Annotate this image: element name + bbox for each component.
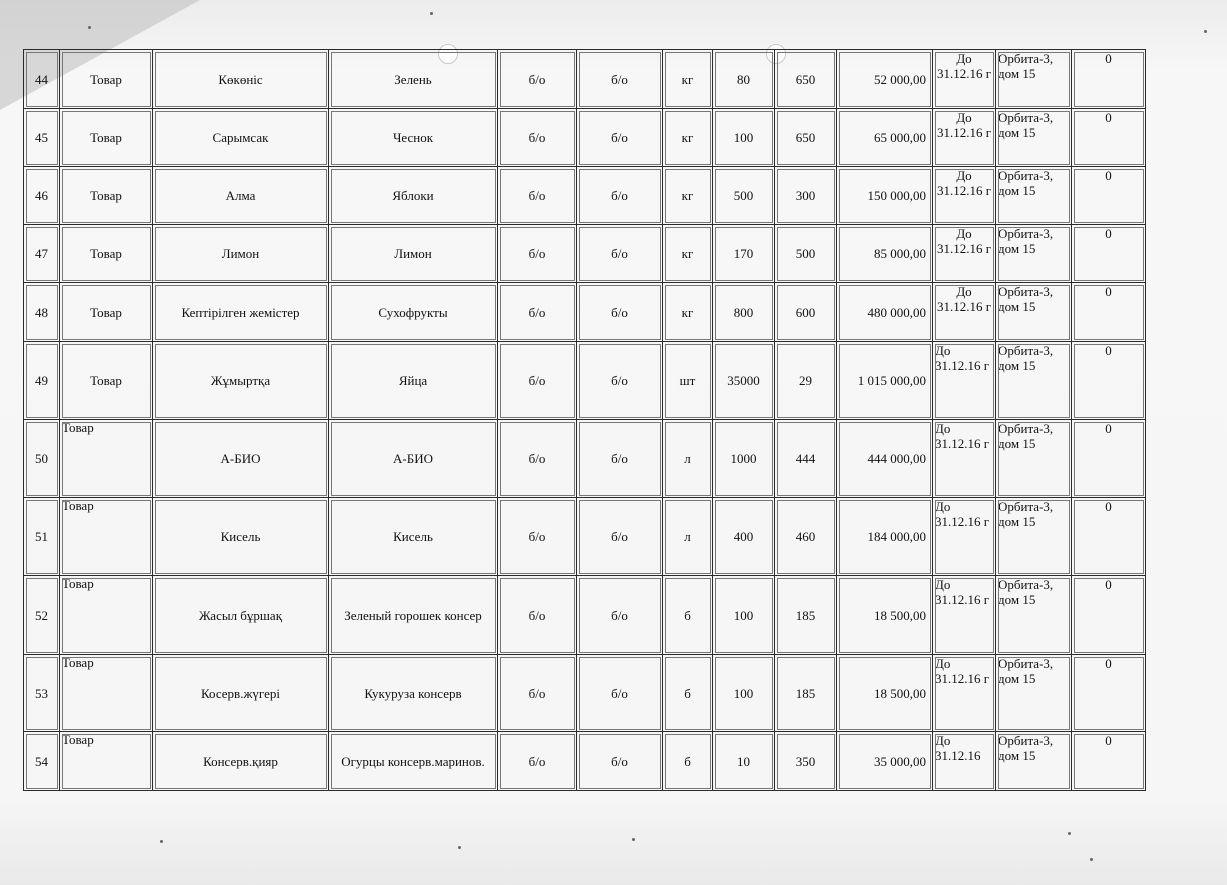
unit: б [663,655,713,732]
price: 650 [775,109,837,167]
delivery-date: До 31.12.16 г [933,167,996,225]
delivery-address: Орбита-3, дом 15 [996,167,1072,225]
item-spec-2: б/о [577,50,663,109]
delivery-address: Орбита-3, дом 15 [996,225,1072,283]
table-row [24,420,1146,498]
quantity: 800 [713,283,775,342]
unit: б [663,576,713,655]
price: 300 [775,167,837,225]
unit: кг [663,50,713,109]
total-sum: 18 500,00 [837,576,933,655]
delivery-date: До 31.12.16 г [933,420,996,498]
delivery-date: До 31.12.16 г [933,655,996,732]
total-sum: 35 000,00 [837,732,933,791]
delivery-address: Орбита-3, дом 15 [996,732,1072,791]
total-sum: 444 000,00 [837,420,933,498]
item-type: Товар [60,655,153,732]
remainder: 0 [1072,655,1146,732]
remainder: 0 [1072,420,1146,498]
price: 444 [775,420,837,498]
item-name-kz: Көкөніс [153,50,329,109]
delivery-address: Орбита-3, дом 15 [996,50,1072,109]
price: 600 [775,283,837,342]
scan-speck [88,26,91,29]
total-sum: 150 000,00 [837,167,933,225]
item-name-kz: Алма [153,167,329,225]
row-number: 44 [24,50,60,109]
item-spec-2: б/о [577,342,663,420]
goods-table [23,49,1146,791]
remainder: 0 [1072,576,1146,655]
item-spec-2: б/о [577,420,663,498]
table-row [24,498,1146,576]
table-row [24,655,1146,732]
item-type: Товар [60,167,153,225]
delivery-address: Орбита-3, дом 15 [996,109,1072,167]
delivery-address: Орбита-3, дом 15 [996,576,1072,655]
row-number: 48 [24,283,60,342]
total-sum: 85 000,00 [837,225,933,283]
quantity: 400 [713,498,775,576]
quantity: 100 [713,576,775,655]
remainder: 0 [1072,225,1146,283]
delivery-date: До 31.12.16 г [933,498,996,576]
remainder: 0 [1072,167,1146,225]
delivery-address: Орбита-3, дом 15 [996,420,1072,498]
quantity: 500 [713,167,775,225]
delivery-date: До 31.12.16 [933,732,996,791]
item-spec-2: б/о [577,576,663,655]
unit: шт [663,342,713,420]
total-sum: 65 000,00 [837,109,933,167]
item-name-kz: А-БИО [153,420,329,498]
table-body [24,50,1146,791]
item-spec: б/о [498,283,577,342]
remainder: 0 [1072,732,1146,791]
item-name-ru: Сухофрукты [329,283,498,342]
scan-speck [430,12,433,15]
item-name-ru: Яйца [329,342,498,420]
row-number: 47 [24,225,60,283]
total-sum: 480 000,00 [837,283,933,342]
item-name-kz: Жұмыртқа [153,342,329,420]
quantity: 100 [713,655,775,732]
row-number: 45 [24,109,60,167]
delivery-date: До 31.12.16 г [933,225,996,283]
item-spec-2: б/о [577,167,663,225]
row-number: 49 [24,342,60,420]
item-name-ru: Кукуруза консерв [329,655,498,732]
delivery-address: Орбита-3, дом 15 [996,655,1072,732]
item-spec: б/о [498,732,577,791]
unit: л [663,498,713,576]
price: 350 [775,732,837,791]
scan-speck [458,846,461,849]
item-name-kz: Лимон [153,225,329,283]
delivery-date: До 31.12.16 г [933,50,996,109]
row-number: 50 [24,420,60,498]
item-spec: б/о [498,109,577,167]
item-spec: б/о [498,167,577,225]
item-spec: б/о [498,655,577,732]
delivery-address: Орбита-3, дом 15 [996,283,1072,342]
quantity: 80 [713,50,775,109]
price: 460 [775,498,837,576]
item-name-kz: Кептірілген жемістер [153,283,329,342]
item-name-ru: Кисель [329,498,498,576]
delivery-date: До 31.12.16 г [933,576,996,655]
total-sum: 184 000,00 [837,498,933,576]
item-name-ru: Зеленый горошек консер [329,576,498,655]
item-spec-2: б/о [577,498,663,576]
table-row [24,342,1146,420]
unit: б [663,732,713,791]
item-name-ru: Зелень [329,50,498,109]
quantity: 170 [713,225,775,283]
price: 29 [775,342,837,420]
item-spec: б/о [498,420,577,498]
unit: кг [663,167,713,225]
item-spec-2: б/о [577,732,663,791]
delivery-date: До 31.12.16 г [933,109,996,167]
delivery-address: Орбита-3, дом 15 [996,498,1072,576]
delivery-date: До 31.12.16 г [933,342,996,420]
item-type: Товар [60,732,153,791]
row-number: 53 [24,655,60,732]
quantity: 100 [713,109,775,167]
quantity: 10 [713,732,775,791]
item-type: Товар [60,576,153,655]
unit: кг [663,225,713,283]
quantity: 35000 [713,342,775,420]
scan-speck [160,840,163,843]
scan-speck [1204,30,1207,33]
item-name-ru: Чеснок [329,109,498,167]
price: 650 [775,50,837,109]
item-spec-2: б/о [577,225,663,283]
item-spec-2: б/о [577,655,663,732]
item-spec: б/о [498,576,577,655]
table-row [24,576,1146,655]
item-name-ru: А-БИО [329,420,498,498]
price: 500 [775,225,837,283]
item-spec: б/о [498,498,577,576]
item-name-kz: Консерв.қияр [153,732,329,791]
row-number: 54 [24,732,60,791]
scan-speck [632,838,635,841]
delivery-address: Орбита-3, дом 15 [996,342,1072,420]
item-type: Товар [60,225,153,283]
table-row [24,732,1146,791]
item-spec: б/о [498,50,577,109]
scan-speck [1068,832,1071,835]
table-row [24,109,1146,167]
remainder: 0 [1072,283,1146,342]
total-sum: 1 015 000,00 [837,342,933,420]
row-number: 51 [24,498,60,576]
item-spec: б/о [498,225,577,283]
item-type: Товар [60,283,153,342]
item-name-kz: Сарымсак [153,109,329,167]
item-type: Товар [60,420,153,498]
row-number: 52 [24,576,60,655]
price: 185 [775,576,837,655]
item-name-ru: Яблоки [329,167,498,225]
total-sum: 18 500,00 [837,655,933,732]
table-row [24,50,1146,109]
item-spec-2: б/о [577,283,663,342]
item-name-ru: Лимон [329,225,498,283]
item-type: Товар [60,342,153,420]
item-type: Товар [60,50,153,109]
row-number: 46 [24,167,60,225]
remainder: 0 [1072,109,1146,167]
unit: кг [663,283,713,342]
item-name-ru: Огурцы консерв.маринов. [329,732,498,791]
item-spec-2: б/о [577,109,663,167]
item-type: Товар [60,498,153,576]
item-spec: б/о [498,342,577,420]
table-row [24,225,1146,283]
remainder: 0 [1072,342,1146,420]
item-type: Товар [60,109,153,167]
unit: л [663,420,713,498]
item-name-kz: Жасыл бұршақ [153,576,329,655]
scan-speck [1090,858,1093,861]
unit: кг [663,109,713,167]
price: 185 [775,655,837,732]
item-name-kz: Косерв.жүгері [153,655,329,732]
total-sum: 52 000,00 [837,50,933,109]
table-row [24,167,1146,225]
quantity: 1000 [713,420,775,498]
table-row [24,283,1146,342]
remainder: 0 [1072,50,1146,109]
item-name-kz: Кисель [153,498,329,576]
remainder: 0 [1072,498,1146,576]
delivery-date: До 31.12.16 г [933,283,996,342]
